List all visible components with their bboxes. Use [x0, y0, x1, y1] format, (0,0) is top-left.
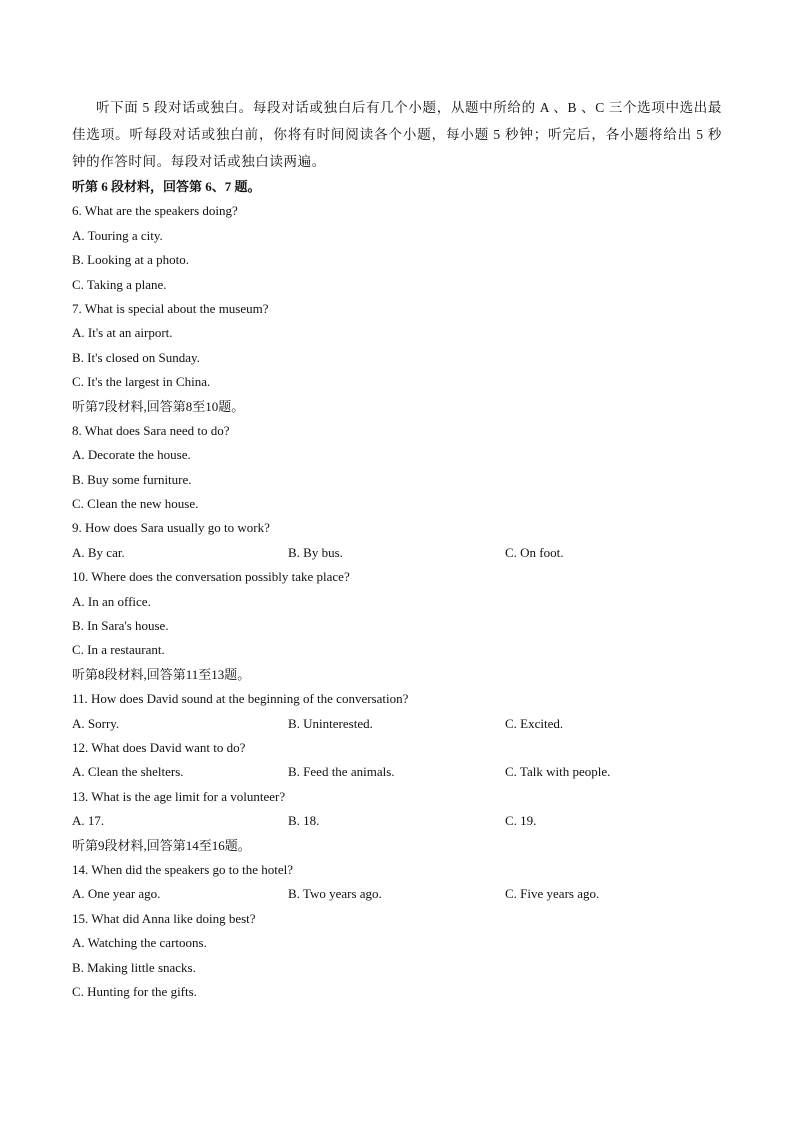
question-10-option-c: C. In a restaurant.: [72, 642, 165, 658]
question-6-option-c: C. Taking a plane.: [72, 276, 167, 292]
question-6: 6. What are the speakers doing?: [72, 203, 238, 219]
question-8: 8. What does Sara need to do?: [72, 422, 230, 438]
question-11-option-b: B. Uninterested.: [288, 715, 373, 731]
question-12-option-b: B. Feed the animals.: [288, 764, 395, 780]
question-7-option-c: C. It's the largest in China.: [72, 374, 211, 390]
document-page: [72, 94, 722, 1004]
question-11-options: [72, 712, 722, 736]
question-12-options: [72, 760, 722, 784]
question-10-option-b: B. In Sara's house.: [72, 618, 169, 634]
question-6-option-a: A. Touring a city.: [72, 227, 163, 243]
question-15-option-a: A. Watching the cartoons.: [72, 935, 207, 951]
question-10-option-a: A. In an office.: [72, 593, 151, 609]
question-7-option-a: A. It's at an airport.: [72, 325, 173, 341]
question-9-option-a: A. By car.: [72, 544, 125, 560]
question-8-option-c: C. Clean the new house.: [72, 496, 199, 512]
question-10: 10. Where does the conversation possibly take place?: [72, 569, 350, 585]
section-8-heading: 听第8段材料,回答第11至13题。: [72, 666, 251, 682]
question-13-options: [72, 809, 722, 833]
question-6-option-b: B. Looking at a photo.: [72, 252, 189, 268]
section-9-heading: 听第9段材料,回答第14至16题。: [72, 837, 251, 853]
question-9-option-b: B. By bus.: [288, 544, 343, 560]
question-12-option-c: C. Talk with people.: [505, 764, 611, 780]
instructions-paragraph: 听下面 5 段对话或独白。每段对话或独白后有几个小题，从题中所给的 A 、B 、C 三个选项中选出最佳选项。听每段对话或独白前，你将有时间阅读各个小题，每小题 5 秒钟；听完后，各小题将给出 5 秒钟的作答时间。每段对话或独白读两遍。: [72, 100, 722, 169]
question-13: 13. What is the age limit for a volunteer?: [72, 788, 286, 804]
question-9-options: [72, 541, 722, 565]
question-11-option-c: C. Excited.: [505, 715, 564, 731]
question-15-option-b: B. Making little snacks.: [72, 959, 196, 975]
question-13-option-b: B. 18.: [288, 813, 320, 829]
question-9: 9. How does Sara usually go to work?: [72, 520, 270, 536]
question-13-option-c: C. 19.: [505, 813, 537, 829]
section-6-heading: 听第 6 段材料，回答第 6、7 题。: [72, 179, 261, 194]
question-15-option-c: C. Hunting for the gifts.: [72, 983, 197, 999]
section-7-heading: 听第7段材料,回答第8至10题。: [72, 398, 245, 414]
question-14-options: [72, 882, 722, 906]
question-12: 12. What does David want to do?: [72, 739, 246, 755]
question-14-option-c: C. Five years ago.: [505, 886, 600, 902]
question-14: 14. When did the speakers go to the hotel?: [72, 861, 294, 877]
question-7-option-b: B. It's closed on Sunday.: [72, 349, 200, 365]
question-11-option-a: A. Sorry.: [72, 715, 120, 731]
question-14-option-a: A. One year ago.: [72, 886, 161, 902]
question-7: 7. What is special about the museum?: [72, 300, 269, 316]
question-8-option-b: B. Buy some furniture.: [72, 471, 192, 487]
question-14-option-b: B. Two years ago.: [288, 886, 382, 902]
question-12-option-a: A. Clean the shelters.: [72, 764, 184, 780]
question-8-option-a: A. Decorate the house.: [72, 447, 191, 463]
question-11: 11. How does David sound at the beginning of the conversation?: [72, 691, 409, 707]
question-15: 15. What did Anna like doing best?: [72, 910, 256, 926]
question-13-option-a: A. 17.: [72, 813, 105, 829]
question-9-option-c: C. On foot.: [505, 544, 564, 560]
